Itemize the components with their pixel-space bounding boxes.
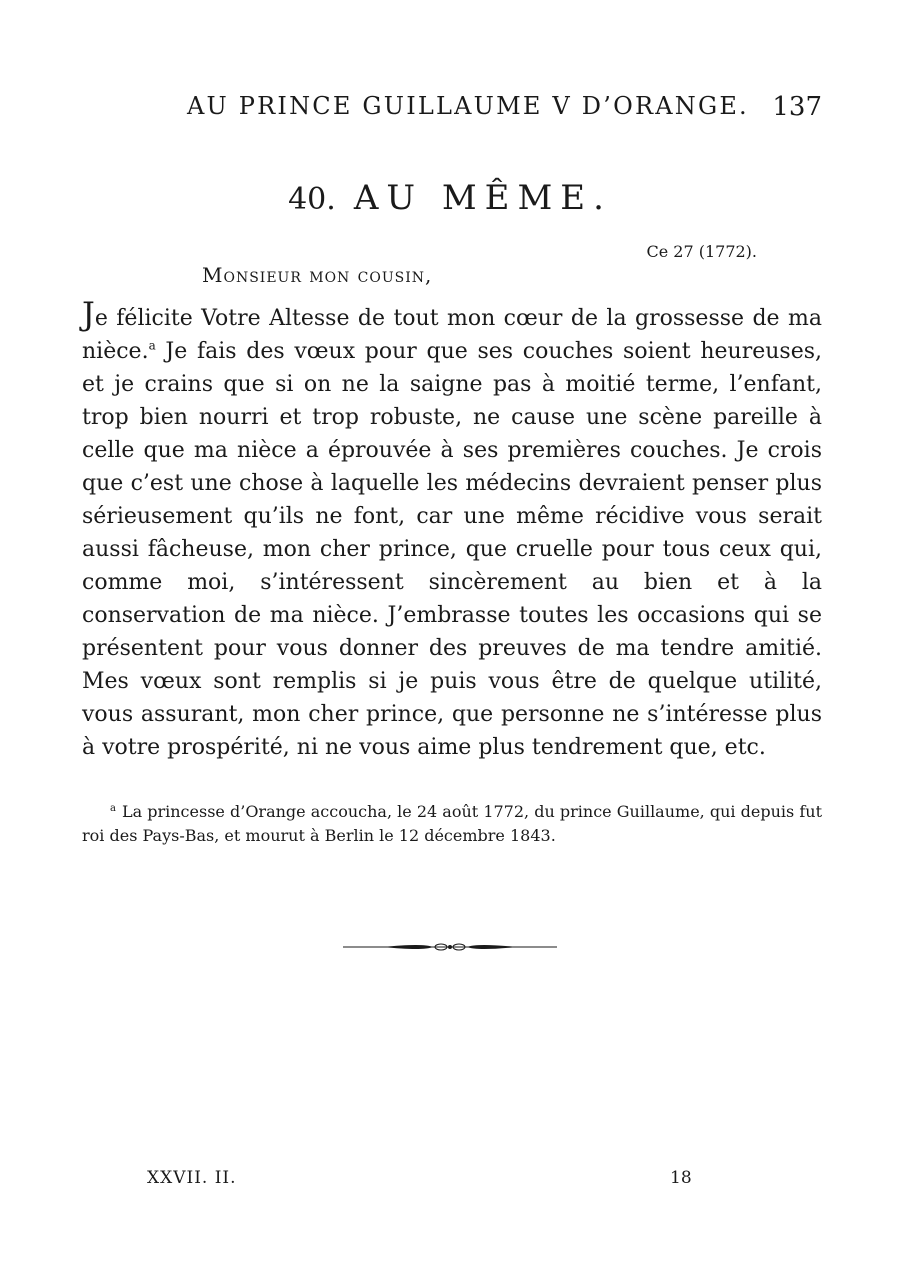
letter-body — [82, 295, 822, 764]
letter-title: AU MÊME. — [353, 178, 612, 218]
footnote — [82, 800, 822, 848]
ornamental-rule-icon — [343, 935, 557, 959]
folio-number: 18 — [670, 1168, 692, 1188]
letter-number: 40. — [288, 182, 336, 217]
page-number: 137 — [772, 92, 822, 122]
signature-mark: XXVII. II. — [147, 1168, 237, 1188]
footnote-reference: a — [148, 338, 156, 353]
footnote-marker: a — [110, 802, 116, 814]
letter-heading — [0, 178, 900, 218]
drop-cap: J — [82, 295, 95, 333]
body-part-2: Je fais des vœux pour que ses couches soient heureuses, et je crains que si on ne la saigne pas à moitié terme, l’enfant, trop bien nourri et trop robuste, ne cause une scène pareille à celle que ma nièce a éprouvée à ses premières couches. Je crois que c’est une chose à laquelle les médecins devraient penser plus sérieusement qu’ils ne font, car une même récidive vous serait aussi fâcheuse, mon cher prince, que cruelle pour tous ceux qui, comme moi, s’intéressent sincèrement au bien et à la conservation de ma nièce. J’embrasse toutes les occasions qui se présentent pour vous donner des preuves de ma tendre amitié. Mes vœux sont remplis si je puis vous être de quelque utilité, vous assurant, mon cher prince, que personne ne s’intéresse plus à votre prospérité, ni ne vous aime plus tendrement que, etc. — [82, 339, 822, 760]
body-part-1: e félicite Votre Altesse de tout mon cœur de la grossesse de ma nièce. — [82, 306, 822, 364]
salutation: Monsieur mon cousin, — [202, 263, 433, 287]
dateline: Ce 27 (1772). — [646, 242, 757, 261]
footnote-text: La princesse d’Orange accoucha, le 24 août 1772, du prince Guillaume, qui depuis fut roi des Pays-Bas, et mourut à Berlin le 12 décembre 1843. — [82, 802, 822, 845]
running-title: AU PRINCE GUILLAUME V D’ORANGE. — [187, 92, 749, 120]
